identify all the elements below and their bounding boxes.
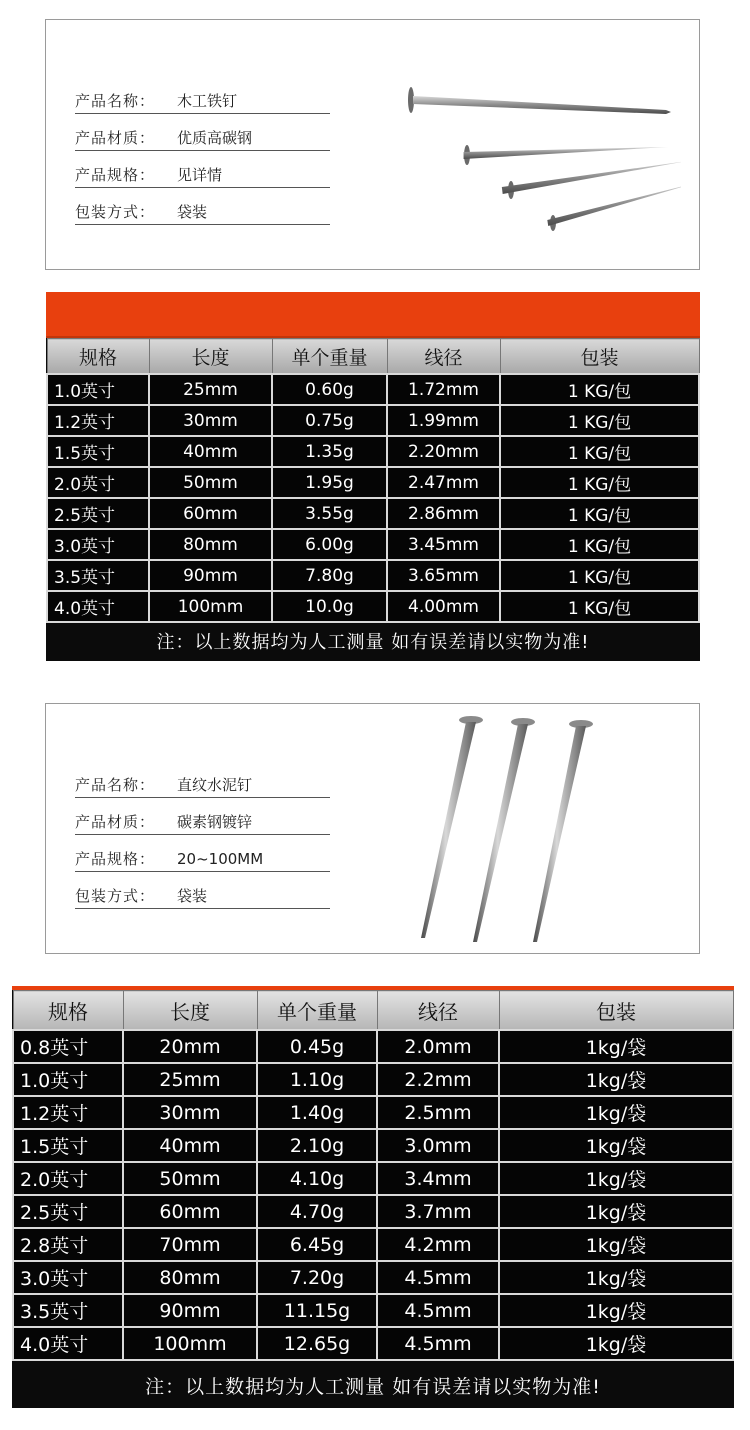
header-spec: 规格: [13, 991, 123, 1031]
info-row-name: [75, 90, 330, 114]
cell: 11.15g: [257, 1294, 377, 1327]
info-value: 见详情: [177, 166, 223, 184]
header-diameter: 线径: [387, 339, 500, 375]
table-row: [13, 1261, 733, 1294]
table-row: [47, 529, 699, 560]
cell: 1.35g: [272, 436, 387, 467]
table-row: [13, 1030, 733, 1063]
cell: 2.5mm: [377, 1096, 499, 1129]
header-packaging: 包装: [499, 991, 733, 1031]
cell: 30mm: [149, 405, 272, 436]
cell: 80mm: [123, 1261, 257, 1294]
cell: 60mm: [123, 1195, 257, 1228]
cell: 80mm: [149, 529, 272, 560]
cell: 2.10g: [257, 1129, 377, 1162]
cell: 2.47mm: [387, 467, 500, 498]
info-label: 产品规格：: [75, 166, 156, 184]
cell: 1 KG/包: [500, 436, 699, 467]
cell: 3.0mm: [377, 1129, 499, 1162]
cell: 60mm: [149, 498, 272, 529]
cell: 1.95g: [272, 467, 387, 498]
cell: 1kg/袋: [499, 1294, 733, 1327]
table-row: [47, 405, 699, 436]
table-row: [13, 1294, 733, 1327]
cell: 4.2mm: [377, 1228, 499, 1261]
cell: 3.65mm: [387, 560, 500, 591]
table-row: [13, 1228, 733, 1261]
table-row: [13, 1096, 733, 1129]
measurement-note: 注：以上数据均为人工测量 如有误差请以实物为准!: [156, 632, 590, 653]
header-packaging: 包装: [500, 339, 699, 375]
info-row-packaging: [75, 201, 330, 225]
table-row: [13, 1195, 733, 1228]
cell: 0.45g: [257, 1030, 377, 1063]
cell: 50mm: [123, 1162, 257, 1195]
cell: 1.5英寸: [47, 436, 149, 467]
spec-table-concrete-nail: [12, 986, 734, 1408]
table-row: [13, 1327, 733, 1360]
cell: 2.5英寸: [13, 1195, 123, 1228]
cell: 4.0英寸: [47, 591, 149, 622]
info-value: 20~100MM: [177, 850, 264, 868]
cell: 1kg/袋: [499, 1096, 733, 1129]
table-row: [13, 1129, 733, 1162]
info-label: 产品名称：: [75, 776, 156, 794]
cell: 1.40g: [257, 1096, 377, 1129]
cell: 4.70g: [257, 1195, 377, 1228]
info-value: 优质高碳钢: [177, 129, 253, 147]
info-value: 袋装: [177, 887, 208, 905]
orange-banner: [46, 292, 700, 338]
product-card-concrete-nail: [45, 703, 700, 954]
cell: 1.2英寸: [47, 405, 149, 436]
cell: 1.10g: [257, 1063, 377, 1096]
cell: 1kg/袋: [499, 1063, 733, 1096]
cell: 1.0英寸: [47, 374, 149, 405]
product-card-wood-nail: [45, 19, 700, 270]
info-label: 产品材质：: [75, 129, 156, 147]
cell: 2.5英寸: [47, 498, 149, 529]
info-row-material: [75, 811, 330, 835]
cell: 1 KG/包: [500, 405, 699, 436]
table-row: [47, 467, 699, 498]
info-row-packaging: [75, 885, 330, 909]
header-length: 长度: [123, 991, 257, 1031]
table-row: [47, 436, 699, 467]
header-spec: 规格: [47, 339, 149, 375]
cell: 1 KG/包: [500, 498, 699, 529]
table-row: [47, 498, 699, 529]
cell: 3.7mm: [377, 1195, 499, 1228]
cell: 2.8英寸: [13, 1228, 123, 1261]
cell: 3.45mm: [387, 529, 500, 560]
cell: 2.2mm: [377, 1063, 499, 1096]
info-value: 袋装: [177, 203, 208, 221]
cell: 40mm: [149, 436, 272, 467]
cell: 4.0英寸: [13, 1327, 123, 1360]
cell: 2.86mm: [387, 498, 500, 529]
cell: 100mm: [149, 591, 272, 622]
cell: 30mm: [123, 1096, 257, 1129]
cell: 1.0英寸: [13, 1063, 123, 1096]
cell: 25mm: [149, 374, 272, 405]
info-row-name: [75, 774, 330, 798]
cell: 6.00g: [272, 529, 387, 560]
cell: 25mm: [123, 1063, 257, 1096]
cell: 1 KG/包: [500, 467, 699, 498]
cell: 6.45g: [257, 1228, 377, 1261]
cell: 1kg/袋: [499, 1030, 733, 1063]
header-length: 长度: [149, 339, 272, 375]
cell: 3.5英寸: [47, 560, 149, 591]
cell: 7.20g: [257, 1261, 377, 1294]
info-value: 木工铁钉: [177, 92, 238, 110]
info-label: 产品规格：: [75, 850, 156, 868]
cell: 3.0英寸: [47, 529, 149, 560]
cell: 2.0英寸: [13, 1162, 123, 1195]
spec-table: [46, 338, 700, 623]
cell: 90mm: [123, 1294, 257, 1327]
cell: 1kg/袋: [499, 1195, 733, 1228]
spec-table: [12, 990, 734, 1361]
cell: 1.5英寸: [13, 1129, 123, 1162]
cell: 4.10g: [257, 1162, 377, 1195]
cell: 70mm: [123, 1228, 257, 1261]
table-row: [47, 374, 699, 405]
cell: 12.65g: [257, 1327, 377, 1360]
cell: 4.00mm: [387, 591, 500, 622]
wood-nails-image: [401, 75, 681, 235]
cell: 3.5英寸: [13, 1294, 123, 1327]
cell: 2.20mm: [387, 436, 500, 467]
spec-table-wood-nail: [46, 292, 700, 661]
info-label: 产品名称：: [75, 92, 156, 110]
cell: 4.5mm: [377, 1261, 499, 1294]
cell: 1kg/袋: [499, 1228, 733, 1261]
cell: 1 KG/包: [500, 529, 699, 560]
table-header-row: [13, 991, 733, 1031]
cell: 1.72mm: [387, 374, 500, 405]
cell: 1kg/袋: [499, 1162, 733, 1195]
cell: 7.80g: [272, 560, 387, 591]
cell: 3.4mm: [377, 1162, 499, 1195]
info-row-spec: [75, 848, 330, 872]
cell: 2.0英寸: [47, 467, 149, 498]
cell: 4.5mm: [377, 1327, 499, 1360]
table-row: [47, 560, 699, 591]
info-label: 包装方式：: [75, 203, 156, 221]
info-value: 碳素钢镀锌: [177, 813, 253, 831]
info-row-material: [75, 127, 330, 151]
cell: 1 KG/包: [500, 591, 699, 622]
table-header-row: [47, 339, 699, 375]
cell: 4.5mm: [377, 1294, 499, 1327]
cell: 3.55g: [272, 498, 387, 529]
info-value: 直纹水泥钉: [177, 776, 253, 794]
cell: 1.99mm: [387, 405, 500, 436]
table-row: [13, 1162, 733, 1195]
info-row-spec: [75, 164, 330, 188]
measurement-note: 注：以上数据均为人工测量 如有误差请以实物为准!: [145, 1376, 601, 1398]
info-label: 产品材质：: [75, 813, 156, 831]
cell: 1kg/袋: [499, 1129, 733, 1162]
cell: 1.2英寸: [13, 1096, 123, 1129]
cell: 2.0mm: [377, 1030, 499, 1063]
cell: 40mm: [123, 1129, 257, 1162]
cell: 1 KG/包: [500, 374, 699, 405]
cell: 10.0g: [272, 591, 387, 622]
cell: 3.0英寸: [13, 1261, 123, 1294]
table-row: [47, 591, 699, 622]
cell: 1kg/袋: [499, 1327, 733, 1360]
concrete-nails-image: [411, 712, 611, 948]
cell: 100mm: [123, 1327, 257, 1360]
cell: 50mm: [149, 467, 272, 498]
table-row: [13, 1063, 733, 1096]
cell: 0.8英寸: [13, 1030, 123, 1063]
cell: 0.60g: [272, 374, 387, 405]
header-diameter: 线径: [377, 991, 499, 1031]
cell: 90mm: [149, 560, 272, 591]
cell: 1kg/袋: [499, 1261, 733, 1294]
header-weight: 单个重量: [257, 991, 377, 1031]
cell: 1 KG/包: [500, 560, 699, 591]
cell: 20mm: [123, 1030, 257, 1063]
header-weight: 单个重量: [272, 339, 387, 375]
cell: 0.75g: [272, 405, 387, 436]
info-label: 包装方式：: [75, 887, 156, 905]
